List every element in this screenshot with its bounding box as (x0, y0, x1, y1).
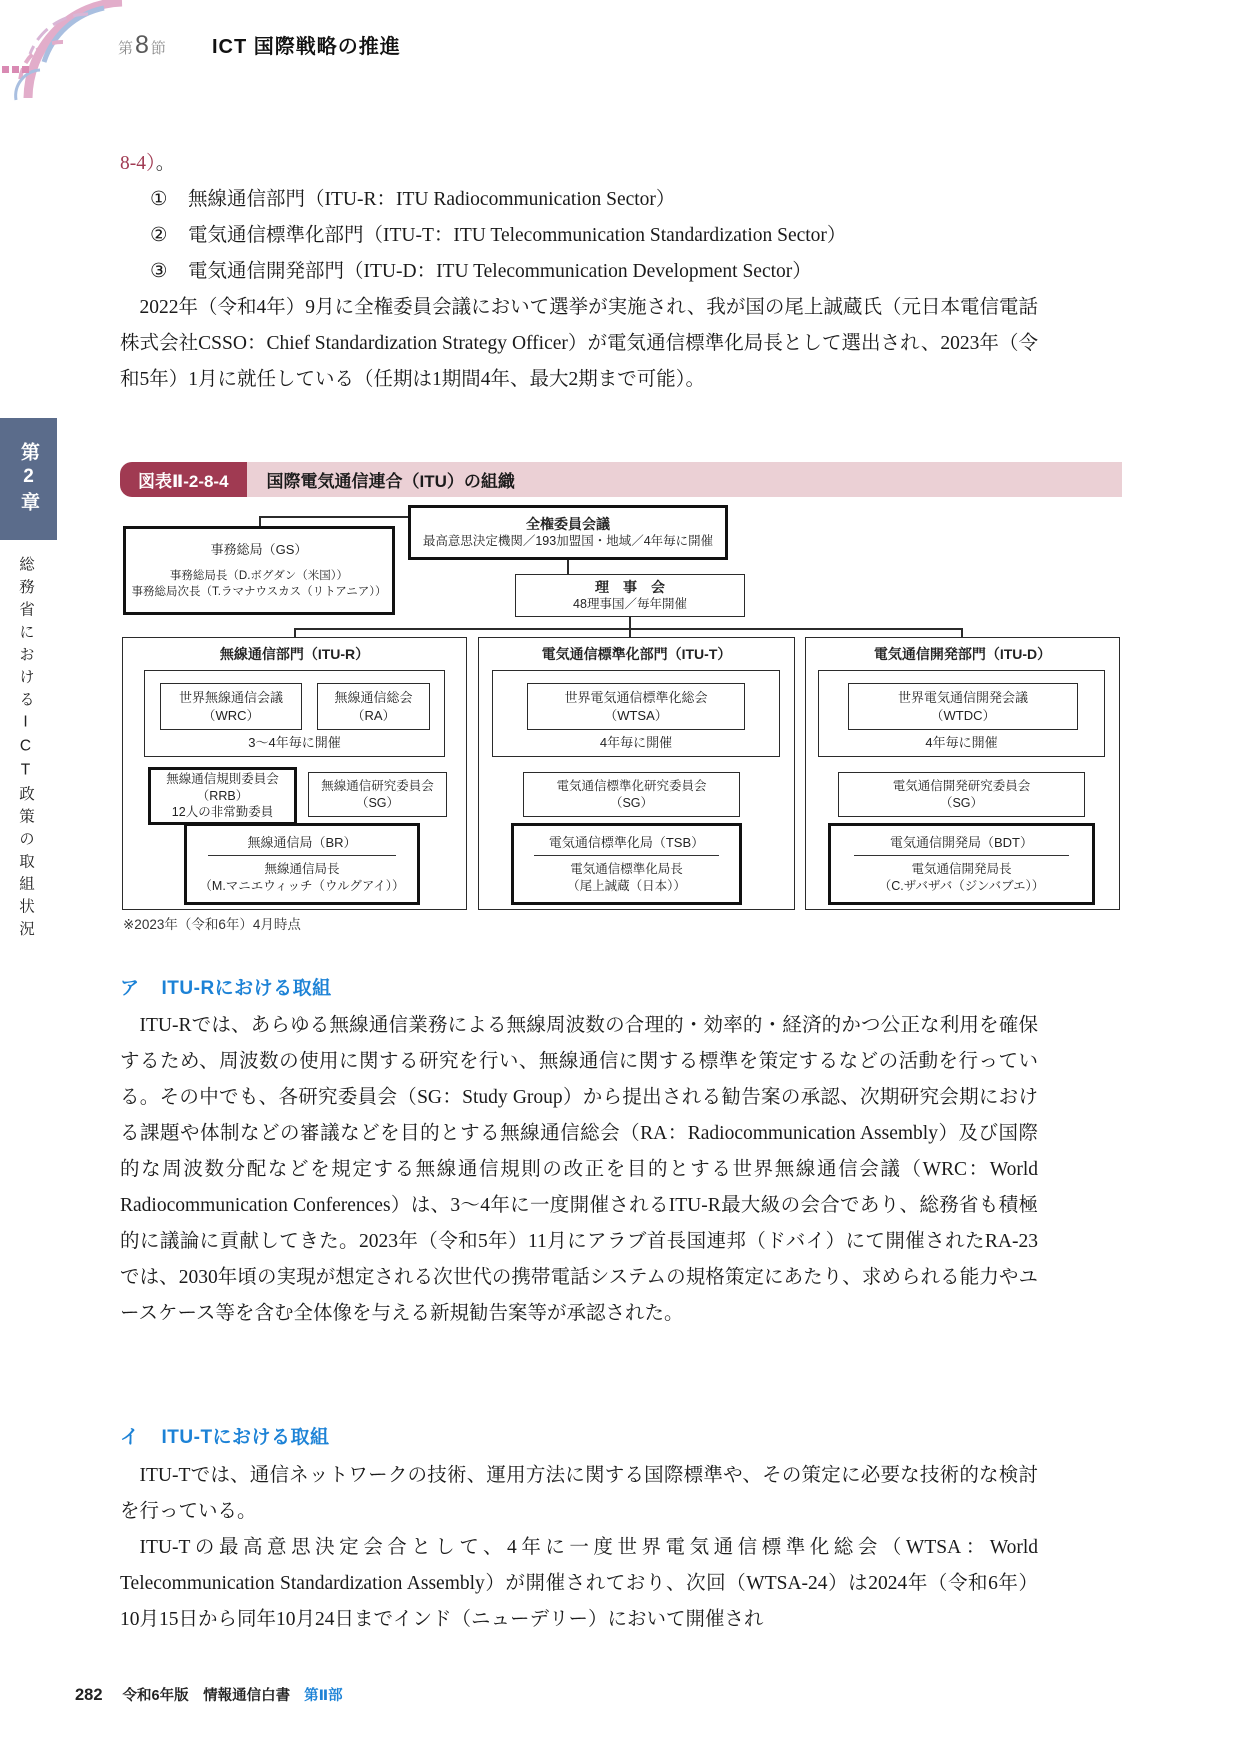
box-ra (317, 683, 430, 730)
bureau-director: 電気通信標準化局長 (570, 862, 683, 877)
box-rrb (148, 767, 297, 825)
bureau-director-name: （尾上誠蔵（日本）） (567, 878, 686, 893)
list-text: 電気通信標準化部門（ITU-T：ITU Telecommunication Standardization Sector） (188, 225, 847, 246)
page-header (118, 30, 401, 60)
chapter-vertical-title: 総務省におけるICT政策の取組状況 (17, 556, 34, 943)
box-plenipotentiary-conference (408, 505, 728, 560)
heading-itu-t-efforts (120, 1422, 330, 1449)
figure-reference-line (120, 146, 1038, 182)
box-line: 世界無線通信会議 (178, 690, 283, 706)
box-bdt-bureau (828, 823, 1095, 905)
heading-itu-r-efforts (120, 973, 332, 1000)
box-wtdc (848, 683, 1078, 730)
sector-title: 無線通信部門（ITU-R） (219, 646, 370, 662)
box-line: （WTDC） (930, 707, 996, 723)
box-general-secretariat (123, 526, 395, 615)
connector-line (259, 516, 409, 518)
figure-reference: 8-4） (120, 153, 156, 174)
box-subtitle: 最高意思決定機関／193加盟国・地域／4年毎に開催 (422, 534, 714, 549)
box-line: （SG） (355, 795, 400, 810)
org-chart (120, 505, 1122, 910)
heading-text: ITU-Tにおける取組 (161, 1427, 330, 1448)
box-line: 無線通信研究委員会 (321, 779, 434, 793)
figure-title: 国際電気通信連合（ITU）の組織 (247, 462, 1122, 497)
box-line: 無線通信総会 (334, 690, 413, 706)
page-number: 282 (75, 1686, 103, 1704)
box-tsb-bureau (511, 823, 742, 905)
list-item (120, 182, 1038, 218)
paragraph-itu-t-wrap (120, 1458, 1038, 1638)
list-marker: ③ (150, 261, 168, 282)
box-line: 世界電気通信標準化総会 (564, 690, 708, 706)
heading-kana: ア (120, 978, 140, 999)
list-text: 無線通信部門（ITU-R：ITU Radiocommunication Sector） (188, 189, 676, 210)
bureau-director-name: （M.マニエウィッチ（ウルグアイ）） (199, 878, 405, 893)
bureau-title: 無線通信局（BR） (247, 834, 357, 850)
section-num: 8 (135, 31, 149, 59)
paragraph-itu-t-2: ITU-Tの最高意思決定会合として、4年に一度世界電気通信標準化総会（WTSA：World Telecommunication Standardization Assembly）が開催されており、次回（WTSA-24）は2024年（令和6年）10月15日から同年10月24日までインド（ニューデリー）において開催され (120, 1537, 1038, 1630)
figure-note: ※2023年（令和6年）4月時点 (123, 917, 301, 932)
box-council (515, 574, 745, 617)
list-marker: ① (150, 189, 168, 210)
box-wrc (160, 683, 302, 730)
reference-period: 。 (155, 153, 176, 174)
figure-itu-organization (120, 462, 1122, 933)
figure-header (120, 462, 1122, 497)
section-prefix: 第 (118, 40, 134, 57)
heading-kana: イ (120, 1427, 140, 1448)
box-line: （RRB） (196, 788, 249, 803)
box-br-bureau (184, 823, 420, 905)
sector-title: 電気通信標準化部門（ITU-T） (541, 646, 732, 662)
box-line: （WRC） (202, 707, 260, 723)
box-title: 全権委員会議 (526, 516, 610, 533)
box-line: 電気通信標準化研究委員会 (556, 779, 707, 793)
frequency-caption: 3～4年毎に開催 (248, 734, 341, 750)
box-title: 事務総局（GS） (210, 542, 308, 558)
section-title: ICT 国際戦略の推進 (211, 36, 401, 58)
list-item (120, 218, 1038, 254)
box-line: （RA） (351, 707, 396, 723)
bureau-title: 電気通信標準化局（TSB） (548, 834, 705, 850)
list-marker: ② (150, 225, 168, 246)
secretary-general: 事務総局長（D.ボグダン（米国）） (169, 570, 349, 583)
box-itu-t-sg (523, 772, 740, 817)
page-footer (75, 1684, 343, 1705)
box-itu-d-sg (838, 772, 1085, 817)
box-line: 世界電気通信開発会議 (897, 690, 1028, 706)
box-line: 無線通信規則委員会 (166, 772, 279, 787)
bureau-title: 電気通信開発局（BDT） (889, 834, 1033, 850)
intro-paragraph: 2022年（令和4年）9月に全権委員会議において選挙が実施され、我が国の尾上誠蔵氏（元日本電信電話株式会社CSSO：Chief Standardization Strategy Officer）が電気通信標準化局長として選出され、2023年（令和5年）1月に就任している（任期は1期間4年、最大2期まで可能）。 (120, 297, 1038, 390)
box-line: （WTSA） (604, 707, 668, 723)
box-line: 電気通信開発研究委員会 (892, 779, 1031, 793)
chapter-tab-label: 第2章 (18, 442, 39, 516)
section-number (118, 31, 166, 60)
box-title: 理 事 会 (595, 579, 665, 596)
box-subtitle: 48理事国／毎年開催 (573, 597, 687, 612)
connector-line (567, 560, 569, 575)
divider (208, 855, 397, 856)
edition-label: 令和6年版 情報通信白書 (122, 1688, 291, 1704)
bureau-director: 電気通信開発局長 (911, 862, 1012, 877)
heading-text: ITU-Rにおける取組 (161, 978, 332, 999)
figure-label-badge: 図表Ⅱ-2-8-4 (120, 462, 247, 497)
chapter-tab (0, 418, 57, 540)
frequency-caption: 4年毎に開催 (599, 734, 673, 750)
section-suffix: 節 (150, 40, 166, 57)
box-wtsa (527, 683, 745, 730)
sector-title: 電気通信開発部門（ITU-D） (873, 646, 1052, 662)
part-label: 第Ⅱ部 (304, 1688, 343, 1704)
list-text: 電気通信開発部門（ITU-D：ITU Telecommunication Development Sector） (188, 261, 812, 282)
deputy-secretary-general: 事務総局次長（T.ラマナウスカス（リトアニア）） (131, 585, 387, 598)
frequency-caption: 4年毎に開催 (925, 734, 998, 750)
list-item (120, 254, 1038, 290)
box-itu-r-sg (308, 772, 447, 817)
paragraph-itu-r: ITU-Rでは、あらゆる無線通信業務による無線周波数の合理的・効率的・経済的かつ公正な利用を確保するため、周波数の使用に関する研究を行い、無線通信に関する標準を策定するなどの活動を行っている。その中でも、各研究委員会（SG：Study Group）から提出される勧告案の承認、次期研究会期における課題や体制などの審議などを目的とする無線通信総会（RA：Radiocommunication Assembly）及び国際的な周波数分配などを規定する無線通信規則の改正を目的とする世界無線通信会議（WRC：World Radiocommunication Conferences）は、3～4年に一度開催されるITU-R最大級の会合であり、総務省も積極的に議論に貢献してきた。2023年（令和5年）11月にアラブ首長国連邦（ドバイ）にて開催されたRA-23では、2030年頃の実現が想定される次世代の携帯電話システムの規格策定にあたり、求められる能力やユースケース等を含む全体像を与える新規勧告案等が承認された。 (120, 1015, 1038, 1324)
intro-block (120, 146, 1038, 398)
bureau-director-name: （C.ザバザバ（ジンバブエ）） (878, 878, 1045, 893)
box-line: （SG） (939, 795, 984, 810)
box-line: （SG） (609, 795, 654, 810)
divider (854, 855, 1068, 856)
divider (534, 855, 719, 856)
connector-line (294, 628, 962, 630)
paragraph-itu-t-1: ITU-Tでは、通信ネットワークの技術、運用方法に関する国際標準や、その策定に必要な技術的な検討を行っている。 (120, 1465, 1038, 1522)
box-line: 12人の非常勤委員 (171, 805, 274, 820)
bureau-director: 無線通信局長 (264, 862, 340, 877)
